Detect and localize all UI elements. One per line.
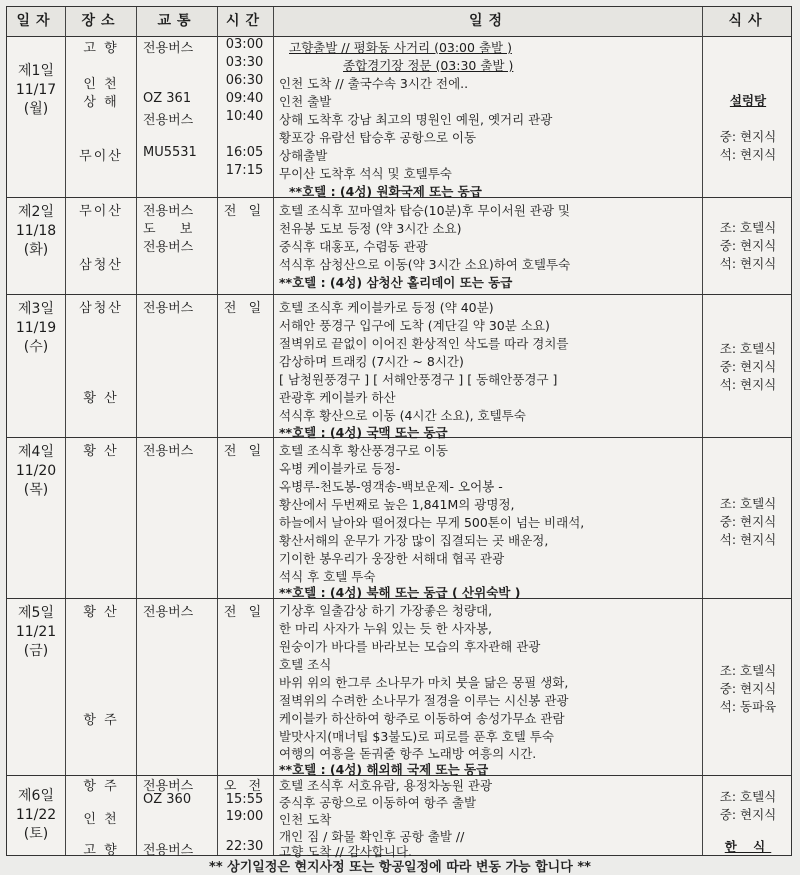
time: 전 일: [223, 204, 266, 219]
day-row-3: [7, 294, 791, 438]
schedule-line: 관광후 케이블카 하산: [279, 390, 396, 405]
time: 전 일: [223, 444, 266, 459]
meal: 석: 현지식: [719, 256, 777, 271]
day-label: 제6일 11/22 (토): [15, 788, 57, 842]
transport: 전용버스: [143, 779, 194, 794]
schedule-line: 인천 출발: [279, 94, 332, 109]
place: 항 주: [83, 713, 119, 728]
time: 03:00: [225, 37, 264, 52]
place: 무이산: [79, 204, 123, 219]
day-row-4: [7, 437, 791, 599]
place: 삼청산: [79, 301, 123, 316]
schedule-line: 고향 도착 // 감사합니다.: [279, 844, 412, 859]
time: 06:30: [225, 73, 264, 88]
schedule-line: 옥병 케이블카로 등정-: [279, 461, 401, 476]
place: 고 향: [83, 41, 119, 56]
time: 전 일: [223, 301, 266, 316]
schedule-line: 원숭이가 바다를 바라보는 모습의 후자관해 관광: [279, 639, 541, 654]
time: 22:30: [225, 839, 264, 854]
schedule-line: 황산서해의 운무가 가장 많이 집결되는 곳 배운정,: [279, 533, 549, 548]
time: 15:55: [225, 792, 264, 807]
place: 무이산: [79, 149, 123, 164]
meal: 중: 현지식: [719, 238, 777, 253]
header-meal: 식사: [728, 13, 768, 29]
schedule-line: 석식후 황산으로 이동 (4시간 소요), 호텔투숙: [279, 408, 526, 423]
transport: 전용버스: [143, 204, 194, 219]
transport: 전용버스: [143, 444, 194, 459]
schedule-line: 종합경기장 정문 (03:30 출발 ): [343, 58, 514, 73]
day-label: 제5일 11/21 (금): [15, 605, 57, 659]
meal: 중: 현지식: [719, 129, 777, 144]
place: 삼청산: [79, 258, 123, 273]
place: 황 산: [83, 391, 119, 406]
meal: 중: 현지식: [719, 681, 777, 696]
day-row-5: [7, 598, 791, 776]
time: 16:05: [225, 145, 264, 160]
time: 전 일: [223, 605, 266, 620]
hotel-line: **호텔 : (4성) 국맥 또는 동급: [279, 425, 448, 440]
meal: 조: 호텔식: [719, 663, 777, 678]
hotel-line: **호텔 : (4성) 원화국제 또는 동급: [289, 184, 482, 199]
day-row-6: [7, 775, 791, 857]
meal: 한 식: [724, 839, 772, 854]
place: 황 산: [83, 444, 119, 459]
place: 인 천: [83, 77, 119, 92]
meal: 조: 호텔식: [719, 220, 777, 235]
place: 상 해: [83, 95, 119, 110]
schedule-line: 중식후 대홍포, 수렴동 관광: [279, 239, 428, 254]
transport: 전용버스: [143, 301, 194, 316]
schedule-line: 인천 도착: [279, 812, 332, 827]
schedule-line: 여행의 여흥을 돋궈줄 항주 노래방 여흥의 시간.: [279, 746, 537, 761]
schedule-line: 인천 도착 // 출국수속 3시간 전에..: [279, 76, 469, 91]
meal: 석: 동파육: [719, 699, 777, 714]
schedule-line: 무이산 도착후 석식 및 호텔투숙: [279, 166, 452, 181]
schedule-line: 서해안 풍경구 입구에 도착 (계단길 약 30분 소요): [279, 318, 550, 333]
schedule-line: 천유봉 도보 등정 (약 3시간 소요): [279, 221, 462, 236]
schedule-line: 호텔 조식후 서호유람, 용정차농원 관광: [279, 778, 493, 793]
schedule-line: 기상후 일출감상 하기 가장좋은 청량대,: [279, 603, 493, 618]
schedule-line: 고향출발 // 평화동 사거리 (03:00 출발 ): [289, 40, 512, 55]
schedule-line: 기이한 봉우리가 웅장한 서해대 협곡 관광: [279, 551, 505, 566]
schedule-line: 황포강 유람선 탑승후 공항으로 이동: [279, 130, 477, 145]
time: 17:15: [225, 163, 264, 178]
day-label: 제1일 11/17 (월): [15, 63, 57, 117]
schedule-line: 절벽위의 수려한 소나무가 절경을 이루는 시신봉 관광: [279, 693, 569, 708]
schedule-line: 한 마리 사자가 누워 있는 듯 한 사자봉,: [279, 621, 492, 636]
header-place: 장소: [81, 13, 121, 29]
transport: OZ 361: [143, 91, 192, 106]
transport: 전용버스: [143, 41, 194, 56]
meal: 중: 현지식: [719, 807, 777, 822]
transport: 도 보: [143, 222, 203, 237]
meal: 중: 현지식: [719, 359, 777, 374]
hotel-line: **호텔 : (4성) 북해 또는 동급 ( 산위숙박 ): [279, 585, 521, 600]
header-schedule: 일정: [468, 13, 509, 29]
table-header: [7, 7, 791, 37]
day-label: 제3일 11/19 (수): [15, 301, 57, 355]
time: 10:40: [225, 109, 264, 124]
schedule-line: 케이블카 하산하여 항주로 이동하여 송성가무쇼 관람: [279, 711, 565, 726]
schedule-line: 하늘에서 날아와 떨어졌다는 무게 500톤이 넘는 비래석,: [279, 515, 585, 530]
schedule-line: 개인 짐 / 화물 확인후 공항 출발 //: [279, 829, 465, 844]
hotel-line: **호텔 : (4성) 삼청산 홀리데이 또는 동급: [279, 275, 513, 290]
day-label: 제4일 11/20 (목): [15, 444, 57, 498]
time: 09:40: [225, 91, 264, 106]
schedule-line: 호텔 조식: [279, 657, 332, 672]
schedule-line: 바위 위의 한그루 소나무가 마치 붓을 닮은 몽필 생화,: [279, 675, 569, 690]
header-time: 시간: [225, 13, 266, 29]
meal: 석: 현지식: [719, 147, 777, 162]
day-label: 제2일 11/18 (화): [15, 204, 57, 258]
schedule-line: 호텔 조식후 꼬마열차 탑승(10분)후 무이서원 관광 및: [279, 203, 571, 218]
transport: MU5531: [143, 145, 197, 160]
schedule-line: 호텔 조식후 황산풍경구로 이동: [279, 443, 448, 458]
meal: 설렁탕: [729, 93, 767, 108]
time: 오 전: [223, 779, 266, 794]
transport: 전용버스: [143, 113, 194, 128]
schedule-line: 호텔 조식후 케이블카로 등정 (약 40분): [279, 300, 494, 315]
schedule-line: 황산에서 두번째로 높은 1,841M의 광명정,: [279, 497, 515, 512]
transport: 전용버스: [143, 605, 194, 620]
place: 황 산: [83, 605, 119, 620]
footer-note: ** 상기일정은 현지사정 또는 항공일정에 따라 변동 가능 합니다 **: [209, 860, 591, 875]
meal: 석: 현지식: [719, 532, 777, 547]
schedule-line: 석식 후 호텔 투숙: [279, 569, 376, 584]
meal: 석: 현지식: [719, 377, 777, 392]
itinerary-table: [6, 6, 792, 859]
header-day: 일자: [16, 13, 56, 29]
schedule-line: 감상하며 트래킹 (7시간 ~ 8시간): [279, 354, 464, 369]
meal: 조: 호텔식: [719, 341, 777, 356]
time: 03:30: [225, 55, 264, 70]
schedule-line: 발맛사지(매너팁 $3불도)로 피로를 푼후 호텔 투숙: [279, 729, 554, 744]
meal: 조: 호텔식: [719, 789, 777, 804]
header-transport: 교통: [157, 13, 197, 29]
place: 고 향: [83, 843, 119, 858]
schedule-line: 중식후 공항으로 이동하여 항주 출발: [279, 795, 477, 810]
schedule-line: 상해 도착후 강남 최고의 명원인 예원, 옛거리 관광: [279, 112, 553, 127]
schedule-line: 옥병루-천도봉-영객송-백보운제- 오어봉 -: [279, 479, 503, 494]
schedule-line: 석식후 삼청산으로 이동(약 3시간 소요)하여 호텔투숙: [279, 257, 571, 272]
day-row-2: [7, 197, 791, 295]
meal: 중: 현지식: [719, 514, 777, 529]
hotel-line: **호텔 : (4성) 해외해 국제 또는 동급: [279, 762, 489, 777]
schedule-line: 상해출발: [279, 148, 328, 163]
place: 항 주: [83, 779, 119, 794]
transport: OZ 360: [143, 792, 192, 807]
place: 인 천: [83, 812, 119, 827]
transport: 전용버스: [143, 240, 194, 255]
time: 19:00: [225, 809, 264, 824]
transport: 전용버스: [143, 843, 194, 858]
schedule-line: [ 남청원풍경구 ] [ 서해안풍경구 ] [ 동해안풍경구 ]: [279, 372, 558, 387]
day-row-1: [7, 36, 791, 198]
meal: 조: 호텔식: [719, 496, 777, 511]
schedule-line: 절벽위로 끝없이 이어진 환상적인 삭도를 따라 경치를: [279, 336, 569, 351]
